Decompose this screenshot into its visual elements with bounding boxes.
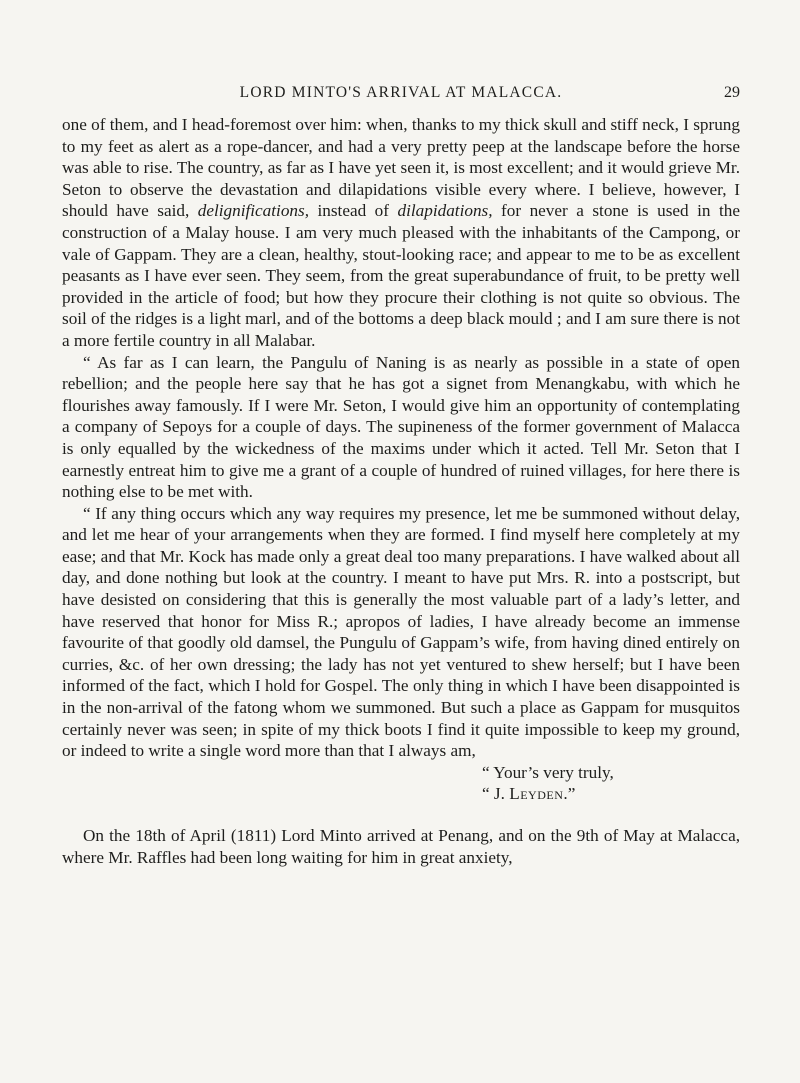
running-header bbox=[62, 84, 740, 104]
paragraph-text: one of them, and I head-foremost over him: when, thanks to my thick skull and stiff neck, I sprung to my feet as alert as a rope-dancer, and had a very pretty peep at the landscape before the horse was able to rise. The country, as far as I have yet seen it, is most excellent; and it would grieve Mr. Seton to observe the devastation and dilapidations visible every where. I believe, however, I should have said, bbox=[62, 115, 740, 221]
italic-word: delignifications, bbox=[197, 201, 309, 221]
signature-suffix: .” bbox=[563, 784, 576, 804]
paragraph: “ If any thing occurs which any way requires my presence, let me be summoned without delay, and let me hear of your arrangements when they are formed. I find myself here completely at my ease; and that Mr. Kock has made only a great deal too many preparations. I have walked about all day, and done nothing but look at the country. I meant to have put Mrs. R. into a postscript, but have desisted on considering that this is generally the most valuable part of a lady’s letter, and have reserved that honor for Miss R.; apropos of ladies, I have already become an immense favourite of that goodly old damsel, the Pungulu of Gappam’s wife, from having dined entirely on curries, &c. of her own dressing; the lady has not yet ventured to shew herself; but I have been informed of the fact, which I hold for Gospel. The only thing in which I have been disappointed is in the non-arrival of the fatong whom we summoned. But such a place as Gappam for musquitos certainly never was seen; in spite of my thick boots I find it quite impossible to keep my ground, or indeed to write a single word more than that I always am, bbox=[62, 503, 740, 761]
running-title: LORD MINTO'S ARRIVAL AT MALACCA. bbox=[239, 84, 563, 101]
signature-prefix: “ J. bbox=[482, 784, 510, 804]
paragraph: “ As far as I can learn, the Pangulu of Naning is as nearly as possible in a state of open rebellion; and the people here say that he has got a signet from Menangkabu, with which he flourishes away famously. If I were Mr. Seton, I would give him an opportunity of contemplating a company of Sepoys for a couple of days. The supineness of the former government of Malacca is only equalled by the wickedness of the maxims under which it acted. Tell Mr. Seton that I earnestly entreat him to give me a grant of a couple of hundred of ruined villages, for here there is nothing else to be met with. bbox=[62, 352, 740, 502]
paragraph-text: instead of bbox=[309, 201, 398, 221]
page-number: 29 bbox=[724, 84, 740, 101]
letter-closing: “ Your’s very truly, bbox=[482, 762, 614, 782]
letter-signature bbox=[62, 783, 740, 805]
paragraph-continuation bbox=[62, 114, 740, 352]
italic-word: dilapidations, bbox=[397, 201, 493, 221]
body-text bbox=[62, 114, 740, 868]
paragraph-narrative: On the 18th of April (1811) Lord Minto arrived at Penang, and on the 9th of May at Malacca, where Mr. Raffles had been long waiting for him in great anxiety, bbox=[62, 826, 740, 867]
signature-name: Leyden bbox=[509, 784, 564, 804]
paragraph-text: for never a stone is used in the construction of a Malay house. I am very much pleased with the inhabitants of the Campong, or vale of Gappam. They are a clean, healthy, stout-looking race; and appear to me to be as excellent peasants as I have ever seen. They seem, from the great superabundance of fruit, to be pretty well provided in the article of food; but how they procure their clothing is not quite so obvious. The soil of the ridges is a light marl, and of the bottoms a deep black mould ; and I am sure there is not a more fertile country in all Malabar. bbox=[62, 201, 740, 350]
